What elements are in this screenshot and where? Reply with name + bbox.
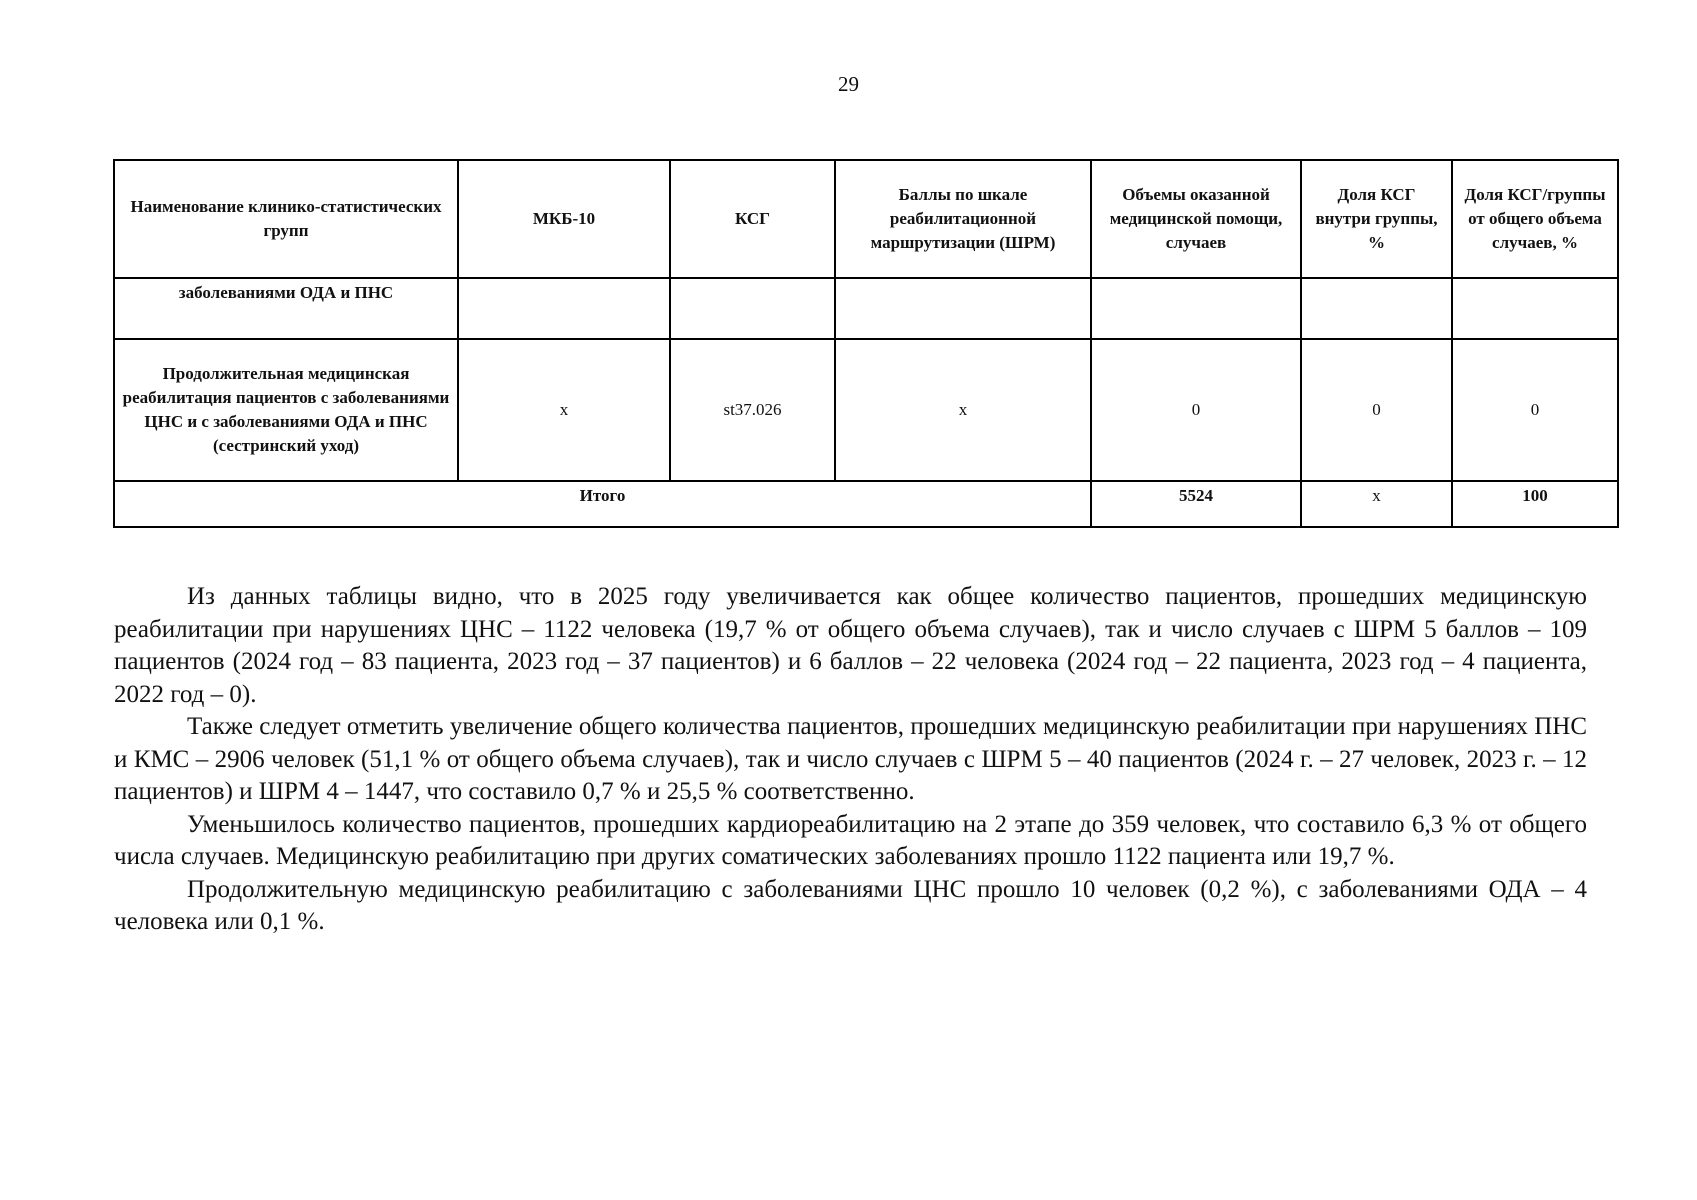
table-total-row — [114, 481, 1618, 527]
cell-mkb — [458, 278, 670, 339]
table-row — [114, 278, 1618, 339]
paragraph: Из данных таблицы видно, что в 2025 году увеличивается как общее количество пациентов, прошедших медицинскую реабилитации при нарушениях ЦНС – 1122 человека (19,7 % от общего объема случаев), так и число случаев с ШРМ 5 баллов – 109 пациентов (2024 год – 83 пациента, 2023 год – 37 пациентов) и 6 баллов – 22 человека (2024 год – 22 пациента, 2023 год – 4 пациента, 2022 год – 0). — [114, 583, 1587, 708]
cell-group-name: заболеваниями ОДА и ПНС — [114, 278, 458, 339]
page-number: 29 — [838, 72, 859, 96]
cell-shrm — [835, 278, 1091, 339]
paragraph: Также следует отметить увеличение общего количества пациентов, прошедших медицинскую реабилитации при нарушениях ПНС и КМС – 2906 человек (51,1 % от общего объема случаев), так и число случаев с ШРМ 5 – 40 пациентов (2024 г. – 27 человек, 2023 г. – 12 пациентов) и ШРМ 4 – 1447, что составило 0,7 % и 25,5 % соответственно. — [114, 713, 1587, 805]
cell-volume: 0 — [1091, 339, 1301, 481]
header-share-total: Доля КСГ/группы от общего объема случаев, % — [1452, 160, 1618, 278]
total-share-in-group: x — [1301, 481, 1452, 527]
ksg-table — [113, 159, 1619, 528]
total-share-total: 100 — [1452, 481, 1618, 527]
cell-group-name: Продолжительная медицинская реабилитация пациентов с заболеваниями ЦНС и с заболеваниями ОДА и ПНС (сестринский уход) — [114, 339, 458, 481]
paragraph: Уменьшилось количество пациентов, прошедших кардиореабилитацию на 2 этапе до 359 человек, что составило 6,3 % от общего числа случаев. Медицинскую реабилитацию при других соматических заболеваниях прошло 1122 пациента или 19,7 %. — [114, 810, 1587, 870]
header-ksg: КСГ — [670, 160, 835, 278]
cell-volume — [1091, 278, 1301, 339]
header-volume: Объемы оказанной медицинской помощи, случаев — [1091, 160, 1301, 278]
header-share-in-group: Доля КСГ внутри группы, % — [1301, 160, 1452, 278]
header-shrm: Баллы по шкале реабилитационной маршрутизации (ШРМ) — [835, 160, 1091, 278]
paragraph: Продолжительную медицинскую реабилитацию с заболеваниями ЦНС прошло 10 человек (0,2 %), с заболеваниями ОДА – 4 человека или 0,1 %. — [114, 875, 1587, 935]
body-text — [114, 581, 1587, 939]
header-mkb: МКБ-10 — [458, 160, 670, 278]
table-header-row — [114, 160, 1618, 278]
cell-ksg — [670, 278, 835, 339]
cell-share-total — [1452, 278, 1618, 339]
total-volume: 5524 — [1091, 481, 1301, 527]
cell-shrm: x — [835, 339, 1091, 481]
cell-share-in-group — [1301, 278, 1452, 339]
cell-mkb: x — [458, 339, 670, 481]
table-row — [114, 339, 1618, 481]
cell-ksg: st37.026 — [670, 339, 835, 481]
total-label: Итого — [114, 481, 1091, 527]
cell-share-total: 0 — [1452, 339, 1618, 481]
cell-share-in-group: 0 — [1301, 339, 1452, 481]
header-group-name: Наименование клинико-статистических групп — [114, 160, 458, 278]
